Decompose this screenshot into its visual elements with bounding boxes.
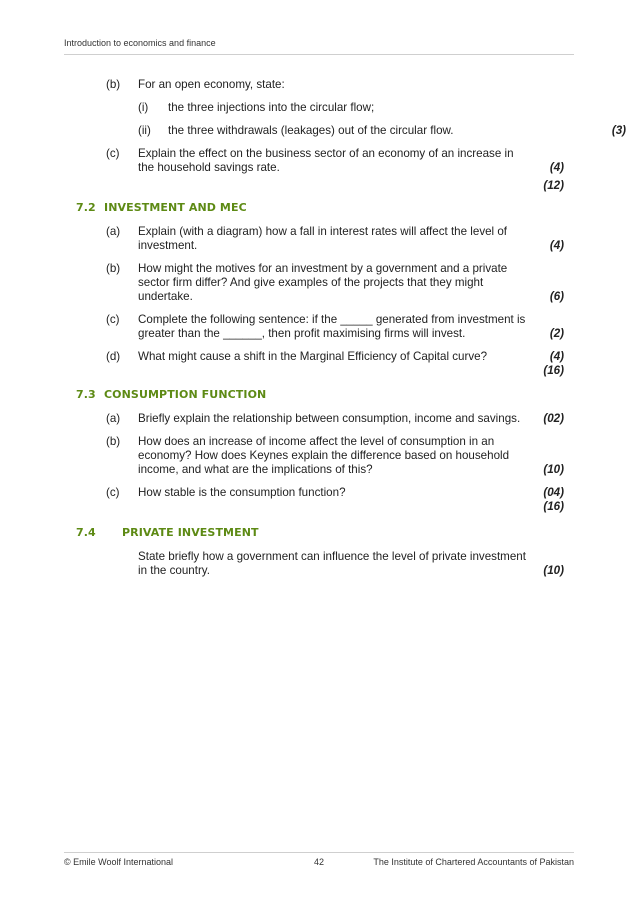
question-item (76, 147, 564, 175)
marks-allocation: (3) (611, 124, 626, 137)
sub-question-item (138, 124, 626, 138)
marks-allocation: (10) (543, 463, 564, 476)
header-divider (64, 54, 574, 55)
question-item (76, 435, 564, 477)
question-label: (c) (106, 313, 120, 326)
marks-allocation: (4) (549, 239, 564, 252)
marks-allocation: (2) (549, 327, 564, 340)
section-title: PRIVATE INVESTMENT (122, 526, 259, 539)
page-number: 42 (314, 857, 325, 867)
footer-publisher: The Institute of Chartered Accountants of Pakistan (373, 857, 574, 867)
sub-question-label: (i) (138, 101, 149, 114)
question-label: (c) (106, 486, 120, 499)
page-footer (64, 857, 574, 869)
question-item (76, 225, 564, 253)
section-heading (76, 524, 564, 542)
sub-question-item (138, 101, 564, 115)
question-item (76, 412, 564, 426)
question-item (76, 486, 564, 500)
question-item (76, 550, 564, 578)
footer-divider (64, 852, 574, 853)
sub-question-label: (ii) (138, 124, 151, 137)
marks-allocation: (4) (549, 350, 564, 363)
question-item (76, 78, 564, 92)
section-heading (76, 199, 564, 217)
question-text: Briefly explain the relationship between consumption, income and savings. (138, 412, 521, 425)
section-number: 7.3 (76, 388, 96, 401)
section-title: CONSUMPTION FUNCTION (104, 388, 267, 401)
question-label: (a) (106, 412, 121, 425)
question-label: (c) (106, 147, 120, 160)
question-text: How stable is the consumption function? (138, 486, 346, 499)
marks-allocation: (04) (543, 486, 564, 499)
section-number: 7.4 (76, 526, 96, 539)
section-total-marks: (16) (543, 500, 564, 513)
question-label: (b) (106, 78, 121, 91)
section-total-marks: (12) (543, 179, 564, 192)
question-text: Explain the effect on the business sector of an economy of an increase in the household savings rate. (138, 147, 514, 174)
question-label: (b) (106, 435, 121, 448)
section-title: INVESTMENT AND MEC (104, 201, 247, 214)
question-label: (a) (106, 225, 121, 238)
sub-question-text: the three injections into the circular flow; (168, 101, 375, 114)
question-text: Explain (with a diagram) how a fall in interest rates will affect the level of investment. (138, 225, 508, 252)
marks-allocation: (4) (549, 161, 564, 174)
question-text: For an open economy, state: (138, 78, 285, 91)
question-text: Complete the following sentence: if the _____ generated from investment is greater than the ______, then profit maximising firms will invest. (138, 313, 526, 340)
sub-question-text: the three withdrawals (leakages) out of the circular flow. (168, 124, 454, 137)
question-text: How might the motives for an investment by a government and a private sector firm differ? And give examples of the projects that they might undertake. (138, 262, 508, 303)
question-item (76, 262, 564, 304)
question-label: (b) (106, 262, 121, 275)
question-text: How does an increase of income affect the level of consumption in an economy? How does Keynes explain the difference based on household income, and what are the implications of this? (138, 435, 510, 476)
question-text: What might cause a shift in the Marginal Efficiency of Capital curve? (138, 350, 488, 363)
marks-allocation: (02) (543, 412, 564, 425)
question-label: (d) (106, 350, 121, 363)
section-total-marks: (16) (543, 364, 564, 377)
marks-allocation: (6) (549, 290, 564, 303)
question-content (76, 78, 626, 587)
question-item (76, 313, 564, 341)
running-header: Introduction to economics and finance (64, 38, 216, 48)
footer-copyright: © Emile Woolf International (64, 857, 174, 867)
marks-allocation: (10) (543, 564, 564, 577)
section-heading (76, 386, 564, 404)
question-item (76, 350, 564, 364)
question-text: State briefly how a government can influence the level of private investment in the country. (138, 550, 526, 577)
section-number: 7.2 (76, 201, 96, 214)
